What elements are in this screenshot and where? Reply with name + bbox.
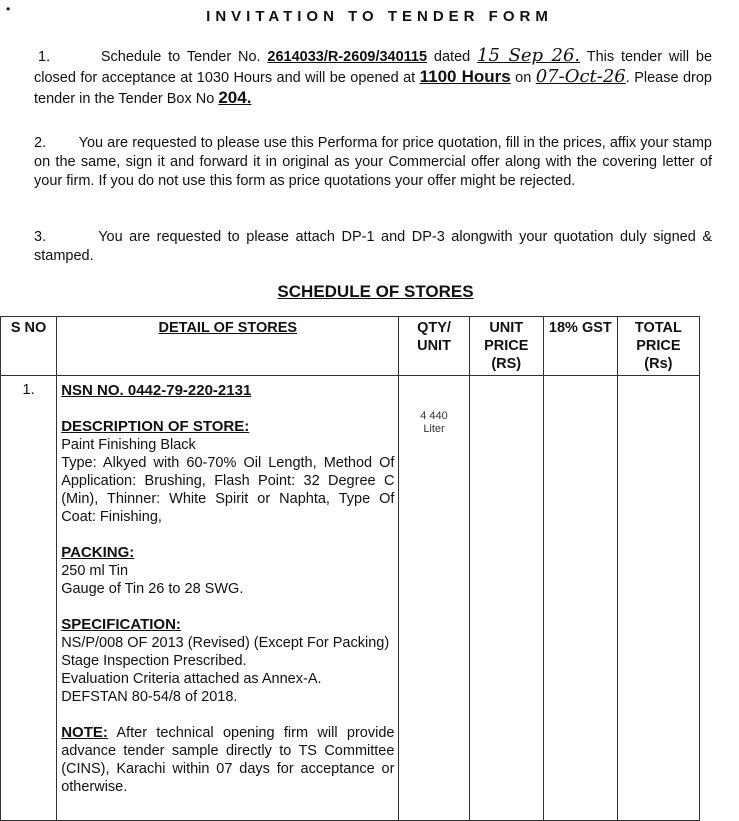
packing-heading: PACKING: <box>61 544 135 561</box>
para-text: on <box>515 70 532 86</box>
qty-unit: Liter <box>423 423 445 435</box>
header-detail: DETAIL OF STORES <box>57 317 399 376</box>
tender-number: 2614033/R-2609/340115 <box>267 49 428 65</box>
description-line: Type: Alkyed with 60-70% Oil Length, Method Of Application: Brushing, Flash Point: 32 Degree C (Min), Thinner: White Spirit or Naphta, Type Of Coat: Finishing, <box>61 455 395 525</box>
para-text: This tender will be closed for acceptance at 1030 Hours and will be opened at <box>34 49 713 86</box>
description-heading: DESCRIPTION OF STORE: <box>61 418 250 435</box>
cell-total[interactable] <box>617 376 699 821</box>
note-block <box>61 724 394 796</box>
paragraph-1 <box>34 46 712 109</box>
nsn-number: NSN NO. 0442-79-220-2131 <box>61 382 252 399</box>
header-qty: QTY/ UNIT <box>399 317 469 376</box>
cell-qty <box>399 376 469 821</box>
note-text: After technical opening firm will provide advance tender sample directly to TS Committee (CINS), Karachi within 07 days for acceptance or otherwise. <box>61 725 395 795</box>
opening-time: 1100 Hours <box>419 67 511 86</box>
para-text: dated <box>433 49 471 65</box>
header-gst: 18% GST <box>543 317 617 376</box>
cell-sno <box>1 376 57 821</box>
sno-value: 1. <box>22 382 35 398</box>
header-unit-price: UNIT PRICE (RS) <box>469 317 543 376</box>
header-total: TOTAL PRICE (Rs) <box>617 317 699 376</box>
cell-gst[interactable] <box>543 376 617 821</box>
qty-value: 4 440 <box>420 410 448 422</box>
specification-heading: SPECIFICATION: <box>61 616 181 633</box>
packing-line: 250 ml Tin <box>61 563 129 579</box>
specification-block <box>61 616 394 706</box>
packing-line: Gauge of Tin 26 to 28 SWG. <box>61 581 244 597</box>
table-header-row <box>1 317 700 376</box>
tender-box-number: 204. <box>218 88 252 107</box>
table-row <box>1 376 700 821</box>
schedule-title: SCHEDULE OF STORES <box>277 282 474 301</box>
cell-unit-price[interactable] <box>469 376 543 821</box>
specification-line: Evaluation Criteria attached as Annex-A. <box>61 671 322 687</box>
packing-block <box>61 544 394 598</box>
paragraph-2: 2. You are requested to please use this Performa for price quotation, fill in the prices, affix your stamp on the same, sign it and forward it in original as your Commercial offer along with the covering letter of your firm. If you do not use this form as price quotations your offer might be rejected. <box>34 135 712 189</box>
form-title: INVITATION TO TENDER FORM <box>206 8 553 25</box>
note-heading: NOTE: <box>61 724 108 741</box>
tender-date-handwritten: 15 Sep 26. <box>477 45 581 66</box>
specification-line: NS/P/008 OF 2013 (Revised) (Except For Packing) <box>61 635 390 651</box>
specification-line: DEFSTAN 80-54/8 of 2018. <box>61 689 238 705</box>
description-line: Paint Finishing Black <box>61 437 196 453</box>
opening-date-handwritten: 07-Oct-26 <box>535 66 626 87</box>
stores-table <box>0 316 700 821</box>
paragraph-3: 3. You are requested to please attach DP-1 and DP-3 alongwith your quotation duly signed & stamped. <box>34 229 712 264</box>
para-text: . Please drop tender in the Tender Box No <box>34 70 712 107</box>
header-sno: S NO <box>1 317 57 376</box>
corner-mark: • <box>6 2 11 16</box>
para-text: Schedule to Tender No. <box>100 49 261 65</box>
para-number: 1. <box>38 49 51 65</box>
specification-line: Stage Inspection Prescribed. <box>61 653 247 669</box>
cell-detail <box>57 376 399 821</box>
description-block <box>61 418 394 526</box>
